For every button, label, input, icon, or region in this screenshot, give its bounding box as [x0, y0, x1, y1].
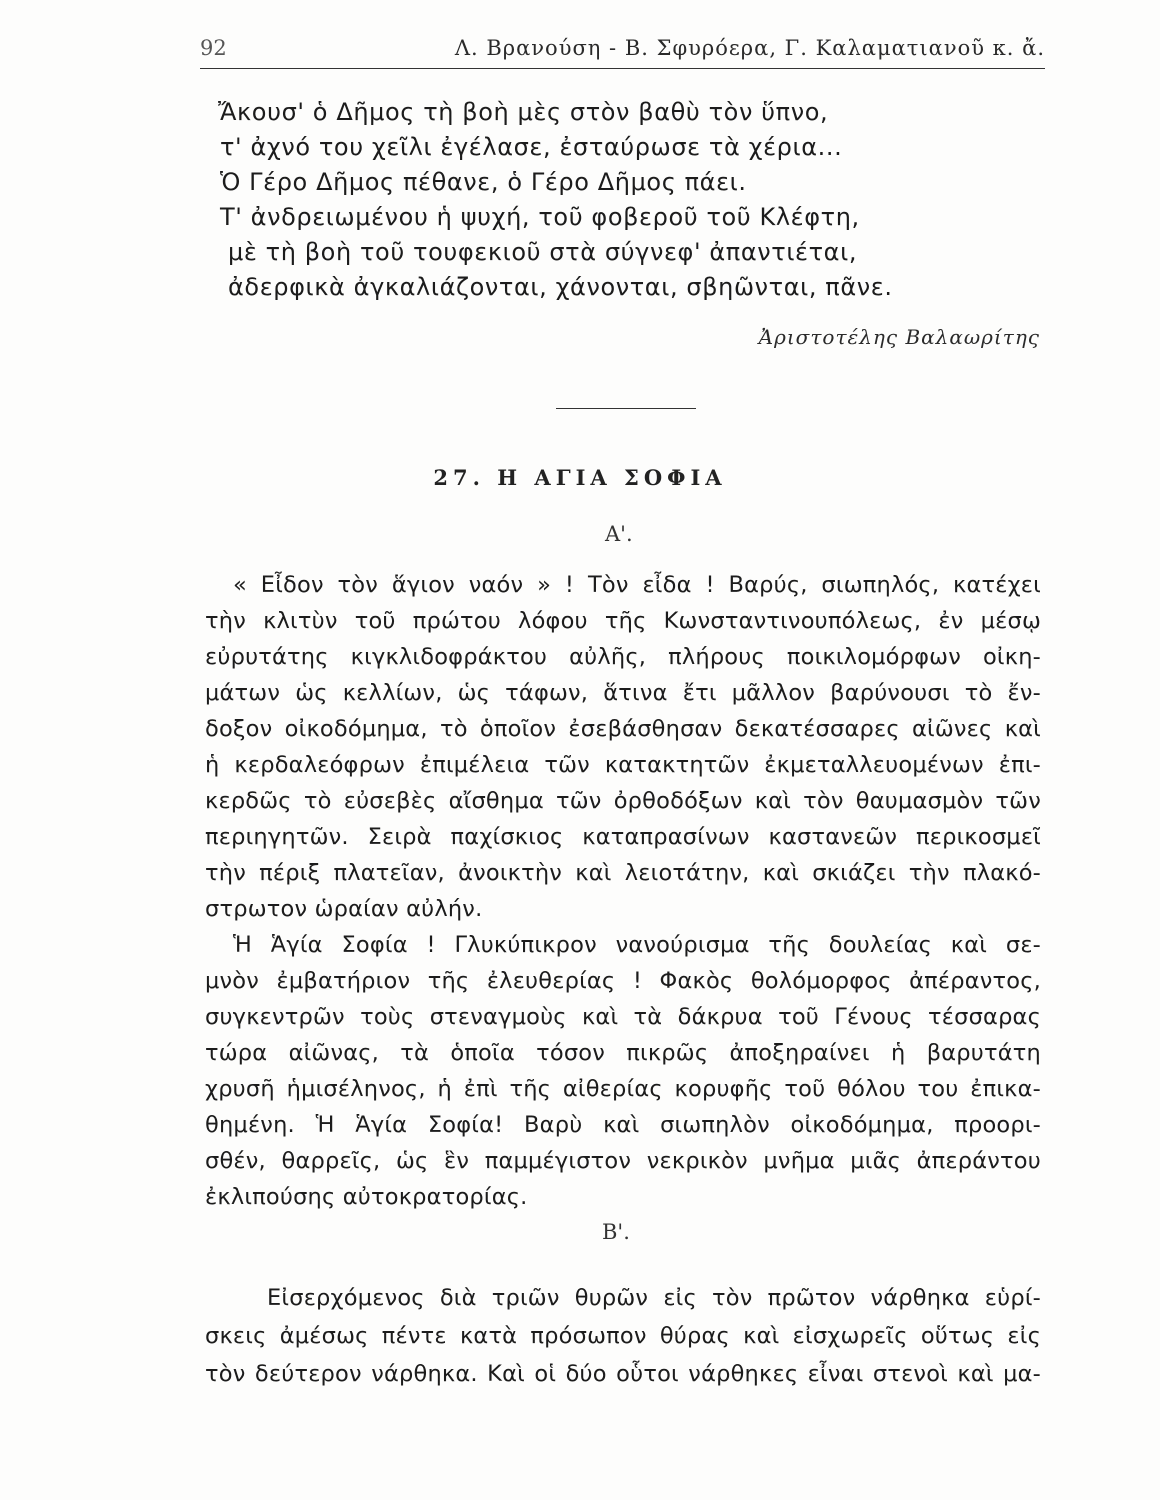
text-line: τὴν κλιτὺν τοῦ πρώτου λόφου τῆς Κωνσταντινουπόλεως, ἐν μέσῳ	[205, 608, 1041, 634]
text-line: σκεις ἀμέσως πέντε κατὰ πρόσωπον θύρας καὶ εἰσχωρεῖς οὕτως εἰς	[205, 1323, 1041, 1349]
chapter-title: 27. Η ΑΓΙΑ ΣΟΦΙΑ	[433, 465, 727, 490]
poem-attribution: Ἀριστοτέλης Βαλαωρίτης	[758, 325, 1040, 349]
text-line: τὸν δεύτερον νάρθηκα. Καὶ οἱ δύο οὗτοι νάρθηκες εἶναι στενοὶ καὶ μα-	[205, 1361, 1041, 1387]
text-line: κερδῶς τὸ εὐσεβὲς αἴσθημα τῶν ὀρθοδόξων καὶ τὸν θαυμασμὸν τῶν	[205, 788, 1041, 814]
text-line: μνὸν ἐμβατήριον τῆς ἐλευθερίας ! Φακὸς θολόμορφος ἀπέραντος,	[205, 968, 1041, 994]
text-line: στρωτον ὡραίαν αὐλήν.	[205, 896, 483, 922]
text-line: Ἡ Ἁγία Σοφία ! Γλυκύπικρον νανούρισμα τῆς δουλείας καὶ σε-	[233, 932, 1041, 958]
text-line: θημένη. Ἡ Ἁγία Σοφία! Βαρὺ καὶ σιωπηλὸν οἰκοδόμημα, προορι-	[205, 1112, 1041, 1138]
part-b-marker: Β'.	[602, 1220, 630, 1244]
text-line: ἡ κερδαλεόφρων ἐπιμέλεια τῶν κατακτητῶν ἐκμεταλλευομένων ἐπι-	[205, 752, 1041, 778]
running-head: Λ. Βρανούση - Β. Σφυρόερα, Γ. Καλαματιανοῦ κ. ἄ.	[454, 36, 1045, 60]
text-line: ἐκλιπούσης αὐτοκρατορίας.	[205, 1184, 528, 1210]
text-line: τὴν πέριξ πλατεῖαν, ἀνοικτὴν καὶ λειοτάτην, καὶ σκιάζει τὴν πλακό-	[205, 860, 1041, 886]
poem-verse: Ὁ Γέρο Δῆμος πέθανε, ὁ Γέρο Δῆμος πάει.	[220, 168, 747, 196]
text-line: περιηγητῶν. Σειρὰ παχίσκιος καταπρασίνων καστανεῶν περικοσμεῖ	[205, 824, 1041, 850]
page-number: 92	[200, 36, 227, 60]
section-a-paragraph-1	[205, 567, 1041, 927]
text-line: σθέν, θαρρεῖς, ὡς ἓν παμμέγιστον νεκρικὸν μνῆμα μιᾶς ἀπεράντου	[205, 1148, 1041, 1174]
section-divider	[556, 408, 696, 409]
part-a-marker: Α'.	[605, 522, 633, 546]
text-line: εὐρυτάτης κιγκλιδοφράκτου αὐλῆς, πλήρους ποικιλομόρφων οἰκη-	[205, 644, 1041, 670]
text-line: Εἰσερχόμενος διὰ τριῶν θυρῶν εἰς τὸν πρῶτον νάρθηκα εὑρί-	[267, 1285, 1041, 1311]
section-b-paragraph-1	[205, 1279, 1041, 1393]
text-line: μάτων ὡς κελλίων, ὡς τάφων, ἅτινα ἔτι μᾶλλον βαρύνουσι τὸ ἔν-	[205, 680, 1041, 706]
poem-verse: μὲ τὴ βοὴ τοῦ τουφεκιοῦ στὰ σύγνεφ' ἀπαντιέται,	[228, 238, 858, 266]
poem-verse: Ἄκουσ' ὁ Δῆμος τὴ βοὴ μὲς στὸν βαθὺ τὸν ὕπνο,	[218, 98, 829, 126]
poem-verse: Τ' ἀνδρειωμένου ἡ ψυχή, τοῦ φοβεροῦ τοῦ Κλέφτη,	[220, 203, 860, 231]
text-line: δοξον οἰκοδόμημα, τὸ ὁποῖον ἐσεβάσθησαν δεκατέσσαρες αἰῶνες καὶ	[205, 716, 1041, 742]
text-line: « Εἶδον τὸν ἅγιον ναόν » ! Τὸν εἶδα ! Βαρύς, σιωπηλός, κατέχει	[233, 572, 1041, 598]
text-line: χρυσῆ ἡμισέληνος, ἡ ἐπὶ τῆς αἰθερίας κορυφῆς τοῦ θόλου του ἐπικα-	[205, 1076, 1041, 1102]
text-line: συγκεντρῶν τοὺς στεναγμοὺς καὶ τὰ δάκρυα τοῦ Γένους τέσσαρας	[205, 1004, 1041, 1030]
page-header	[200, 32, 1045, 69]
poem-verse: ἀδερφικὰ ἀγκαλιάζονται, χάνονται, σβηῶνται, πᾶνε.	[228, 273, 893, 301]
poem-verse: τ' ἀχνό του χεῖλι ἐγέλασε, ἐσταύρωσε τὰ χέρια...	[220, 133, 843, 161]
section-a-paragraph-2	[205, 927, 1041, 1215]
text-line: τώρα αἰῶνας, τὰ ὁποῖα τόσον πικρῶς ἀποξηραίνει ἡ βαρυτάτη	[205, 1040, 1041, 1066]
poem-excerpt	[216, 95, 1036, 305]
